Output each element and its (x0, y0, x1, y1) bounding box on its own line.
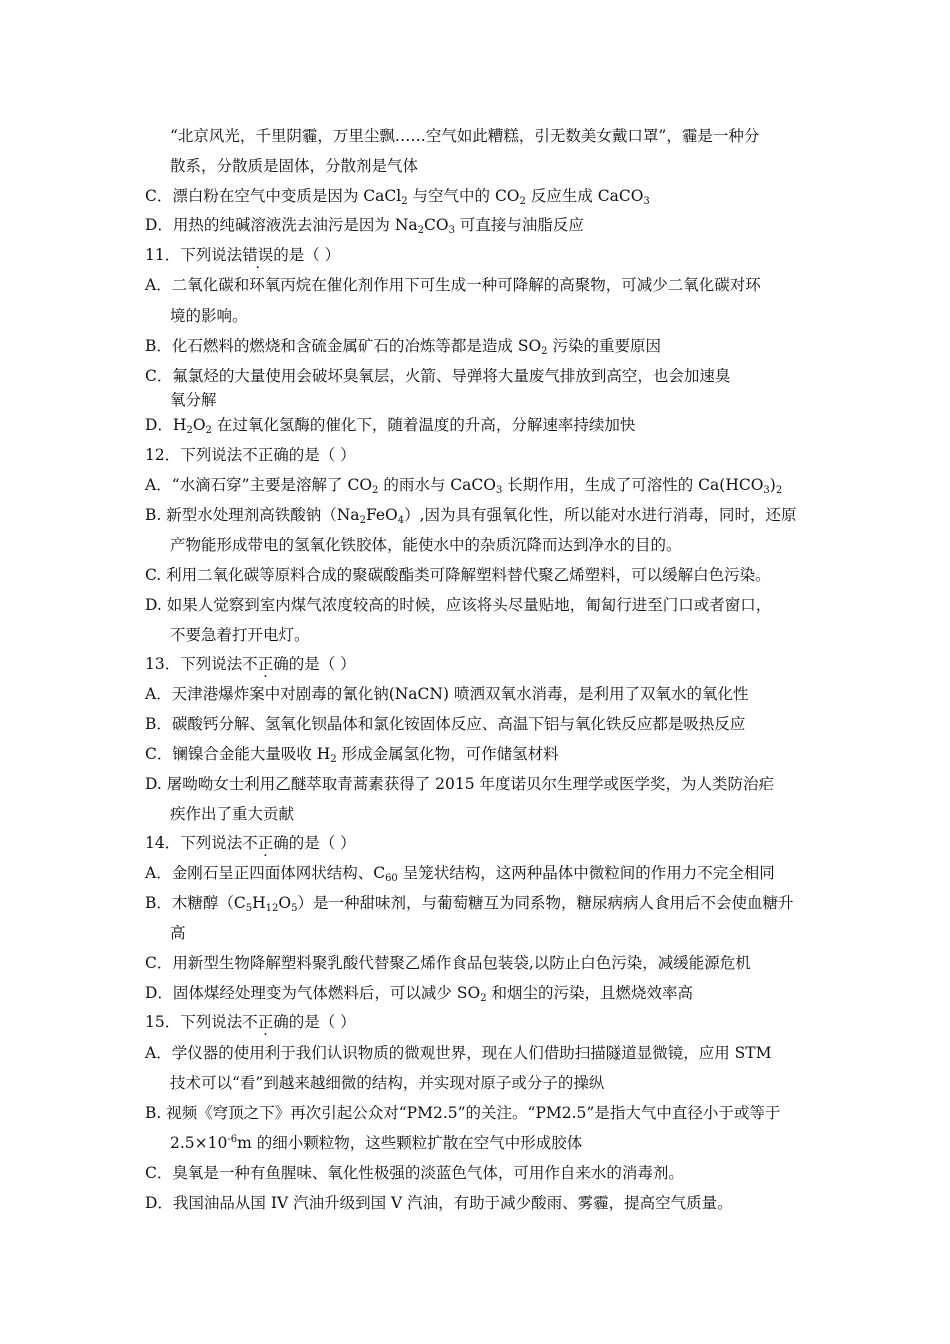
text-line: $2.5\times 10^{-6}m$ 的细小颗粒物，这些颗粒扩散在空气中形成胶体 (170, 1134, 583, 1152)
option-c: C. 利用二氧化碳等原料合成的聚碳酸酯类可降解塑料替代聚乙烯塑料，可以缓解白色污染。 (145, 566, 771, 584)
option-c: C．用新型生物降解塑料聚乳酸代替聚乙烯作食品包装袋,以防止白色污染，减缓能源危机 (145, 954, 751, 972)
option-b: B. 视频《穹顶之下》再次引起公众对“PM2.5”的关注。“PM2.5”是指大气中直径小于或等于 (145, 1104, 781, 1122)
option-a: A．天津港爆炸案中对剧毒的氰化钠(NaCN) 喷洒双氧水消毒，是利用了双氧水的氧化性 (145, 685, 749, 703)
text-line: 不要急着打开电灯。 (170, 626, 310, 644)
option-a: A．二氧化碳和环氧丙烷在催化剂作用下可生成一种可降解的高聚物，可减少二氧化碳对环 (145, 276, 761, 294)
option-d: D．$H_2O_2$ 在过氧化氢酶的催化下，随着温度的升高，分解速率持续加快 (145, 416, 636, 436)
option-c: C．镧镍合金能大量吸收 $H_2$ 形成金属氢化物，可作储氢材料 (145, 745, 559, 765)
question-15: 15．下列说法不正确的是（ ） (145, 1013, 356, 1031)
option-d: D. 如果人觉察到室内煤气浓度较高的时候，应该将头尽量贴地，匍匐行进至门口或者窗口， (145, 596, 772, 614)
option-b: B．化石燃料的燃烧和含硫金属矿石的冶炼等都是造成 $SO_2$ 污染的重要原因 (145, 337, 661, 357)
option-b: B．木糖醇$(C_5H_{12}O_5)$是一种甜味剂，与葡萄糖互为同系物，糖尿病病人食用后不会使血糖升 (145, 894, 794, 914)
option-a: A．金刚石呈正四面体网状结构、$C_{60}$ 呈笼状结构，这两种晶体中微粒间的作用力不完全相同 (145, 864, 775, 884)
option-a: A．“水滴石穿”主要是溶解了 $CO_2$ 的雨水与 CaCO$_3$ 长期作用，生成了可溶性的 $Ca(HCO_3)_2$ (145, 476, 783, 496)
question-13: 13．下列说法不正确的是（ ） (145, 655, 356, 673)
question-11: 11．下列说法错误的是（ ） (145, 246, 341, 264)
text-line: 产物能形成带电的氢氧化铁胶体，能使水中的杂质沉降而达到净水的目的。 (170, 536, 682, 554)
option-b: B．碳酸钙分解、氢氧化钡晶体和氯化铵固体反应、高温下铝与氧化铁反应都是吸热反应 (145, 715, 746, 733)
text-line: “北京风光，千里阴霾，万里尘飘……空气如此糟糕，引无数美女戴口罩”，霾是一种分 (170, 127, 760, 145)
text-line: 高 (170, 924, 186, 942)
option-a: A．学仪器的使用利于我们认识物质的微观世界，现在人们借助扫描隧道显微镜，应用 STM (145, 1044, 772, 1062)
option-b: B. 新型水处理剂高铁酸钠$(Na_2FeO_4)$,因为具有强氧化性，所以能对水进行消毒，同时，还原 (145, 506, 797, 526)
option-c: C．臭氧是一种有鱼腥味、氧化性极强的淡蓝色气体，可用作自来水的消毒剂。 (145, 1164, 684, 1182)
option-d: D．用热的纯碱溶液洗去油污是因为 $Na_2CO_3$ 可直接与油脂反应 (145, 216, 584, 236)
text-line: 技术可以“看”到越来越细微的结构，并实现对原子或分子的操纵 (170, 1074, 605, 1092)
question-14: 14．下列说法不正确的是（ ） (145, 834, 356, 852)
option-d: D．固体煤经处理变为气体燃料后，可以减少 $SO_2$ 和烟尘的污染，且燃烧效率高 (145, 984, 693, 1004)
option-d: D. 屠呦呦女士利用乙醚萃取青蒿素获得了 2015 年度诺贝尔生理学或医学奖，为人类防治疟 (145, 775, 775, 793)
option-d: D．我国油品从国 IV 汽油升级到国 V 汽油，有助于减少酸雨、雾霾，提高空气质量。 (145, 1194, 733, 1212)
question-12: 12．下列说法不正确的是（ ） (145, 446, 356, 464)
text-line: 疾作出了重大贡献 (170, 805, 295, 823)
text-line: 散系，分散质是固体，分散剂是气体 (170, 157, 419, 175)
text-line: 境的影响。 (170, 307, 248, 325)
text-line: 氧分解 (170, 391, 217, 409)
option-c: C．漂白粉在空气中变质是因为 CaCl$_2$ 与空气中的 $CO_2$ 反应生成 CaCO$_3$ (145, 187, 650, 207)
option-c: C．氟氯烃的大量使用会破坏臭氧层，火箭、导弹将大量废气排放到高空，也会加速臭 (145, 367, 731, 385)
